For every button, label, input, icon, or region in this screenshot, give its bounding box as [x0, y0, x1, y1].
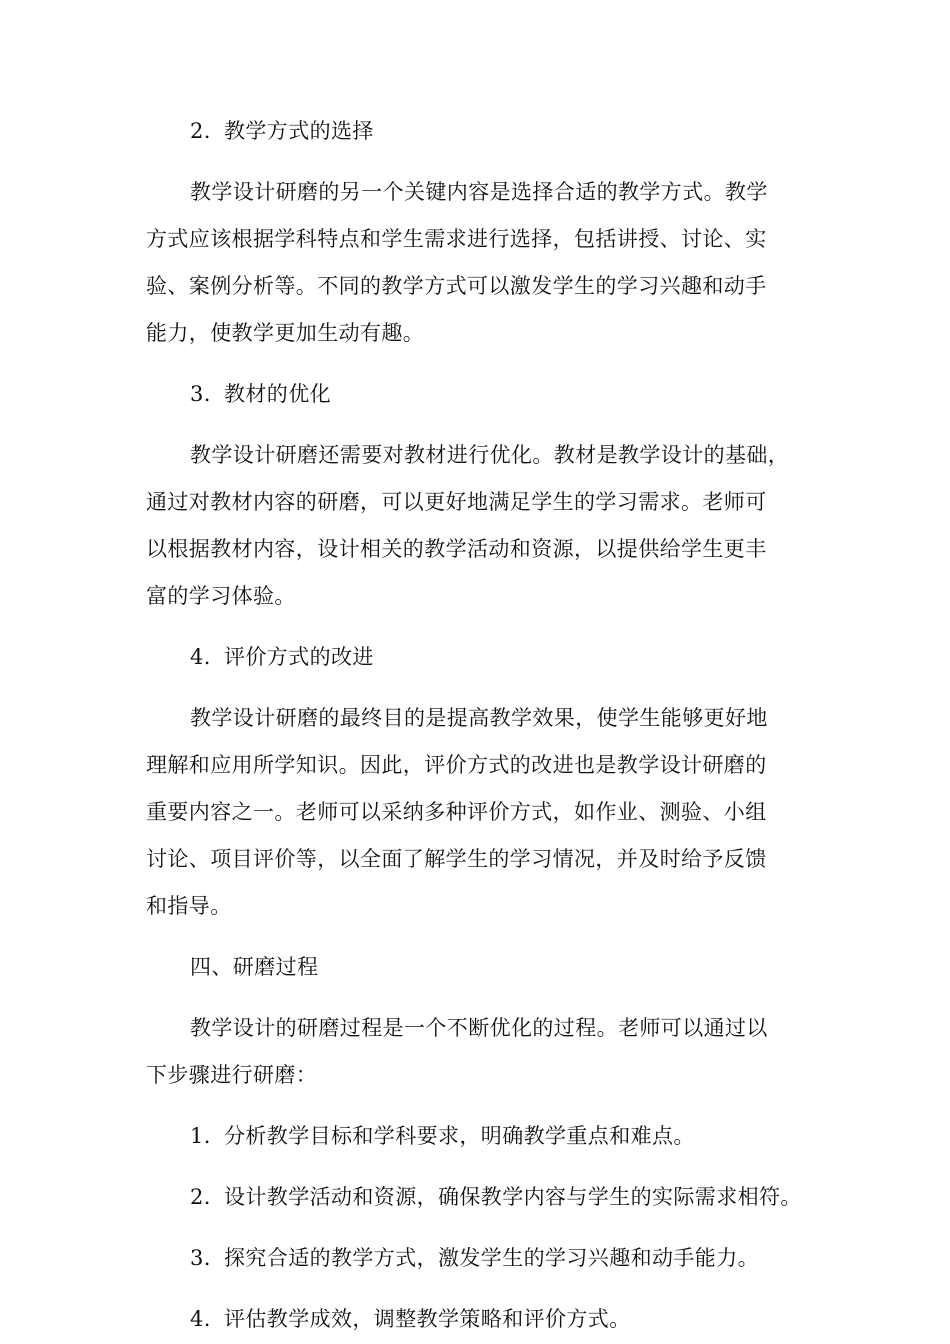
- heading-number: 4.: [190, 645, 211, 669]
- paragraph-line: 重要内容之一。老师可以采纳多种评价方式，如作业、测验、小组: [146, 800, 767, 824]
- paragraph-line: 和指导。: [146, 894, 232, 918]
- paragraph-line: 教学设计研磨还需要对教材进行优化。教材是教学设计的基础，: [190, 443, 790, 467]
- section-heading: [146, 634, 806, 681]
- list-item: [146, 1113, 806, 1160]
- list-item: [146, 1235, 806, 1282]
- paragraph-line: 教学设计研磨的最终目的是提高教学效果，使学生能够更好地: [190, 706, 768, 730]
- paragraph-line: 讨论、项目评价等，以全面了解学生的学习情况，并及时给予反馈: [146, 847, 767, 871]
- paragraph-line: 能力，使教学更加生动有趣。: [146, 321, 425, 345]
- list-item-number: 2.: [190, 1185, 211, 1209]
- list-item-text: 分析教学目标和学科要求，明确教学重点和难点。: [224, 1124, 695, 1148]
- paragraph-line: 验、案例分析等。不同的教学方式可以激发学生的学习兴趣和动手: [146, 274, 767, 298]
- list-item-text: 设计教学活动和资源，确保教学内容与学生的实际需求相符。: [224, 1185, 802, 1209]
- chapter-heading: 四、研磨过程: [190, 955, 319, 979]
- paragraph-line: 以根据教材内容，设计相关的教学活动和资源，以提供给学生更丰: [146, 537, 767, 561]
- paragraph-line: 教学设计研磨的另一个关键内容是选择合适的教学方式。教学: [190, 180, 768, 204]
- list-item: [146, 1174, 806, 1221]
- document-body: [146, 108, 806, 1343]
- heading-number: 3.: [190, 382, 211, 406]
- list-item-text: 评估教学成效，调整教学策略和评价方式。: [224, 1307, 631, 1331]
- paragraph-line: 理解和应用所学知识。因此，评价方式的改进也是教学设计研磨的: [146, 753, 767, 777]
- list-item-number: 1.: [190, 1124, 211, 1148]
- heading-text: 教学方式的选择: [224, 119, 374, 143]
- list-item-number: 4.: [190, 1307, 211, 1331]
- paragraph-line: 下步骤进行研磨：: [146, 1063, 318, 1087]
- heading-text: 教材的优化: [224, 382, 331, 406]
- paragraph-line: 教学设计的研磨过程是一个不断优化的过程。老师可以通过以: [190, 1016, 768, 1040]
- paragraph-line: 方式应该根据学科特点和学生需求进行选择，包括讲授、讨论、实: [146, 227, 767, 251]
- section-heading: [146, 371, 806, 418]
- heading-number: 2.: [190, 119, 211, 143]
- section-heading: [146, 108, 806, 155]
- list-item-text: 探究合适的教学方式，激发学生的学习兴趣和动手能力。: [224, 1246, 759, 1270]
- heading-text: 评价方式的改进: [224, 645, 374, 669]
- list-item: [146, 1296, 806, 1343]
- list-item-number: 3.: [190, 1246, 211, 1270]
- paragraph-line: 通过对教材内容的研磨，可以更好地满足学生的学习需求。老师可: [146, 490, 767, 514]
- paragraph-line: 富的学习体验。: [146, 584, 296, 608]
